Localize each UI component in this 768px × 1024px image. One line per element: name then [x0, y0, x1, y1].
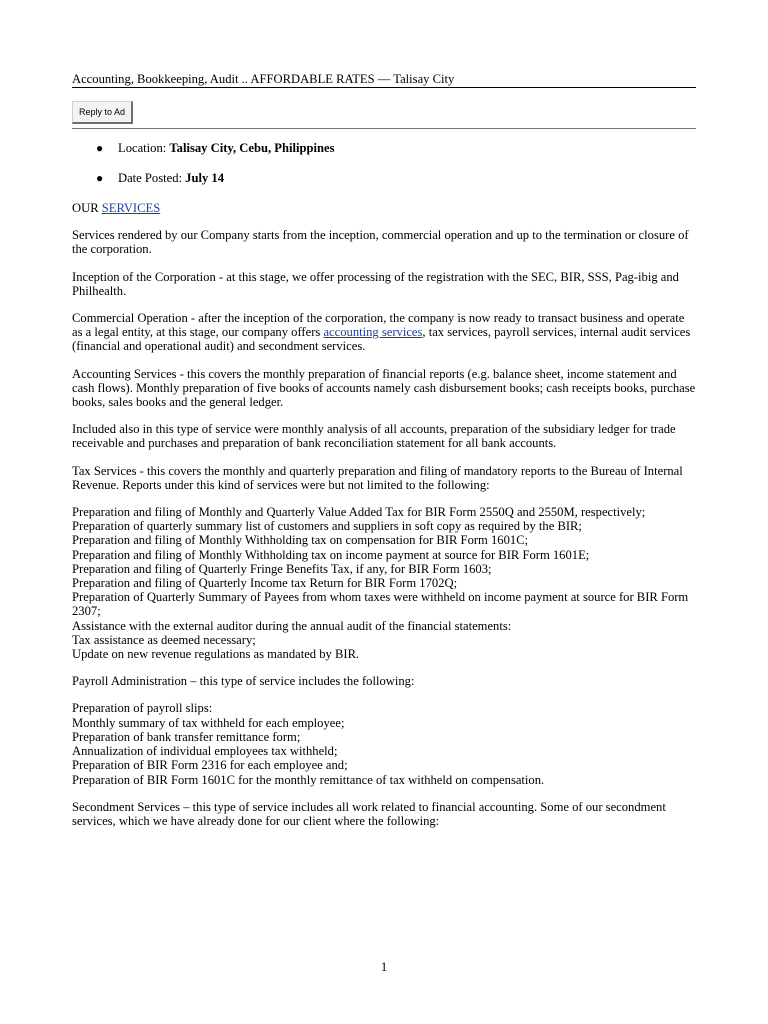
payroll-list — [72, 701, 696, 786]
services-link[interactable]: SERVICES — [101, 201, 161, 215]
accounting-services-link[interactable]: accounting services — [323, 325, 423, 340]
tax-list-item: Preparation and filing of Quarterly Income tax Return for BIR Form 1702Q; — [72, 576, 458, 591]
payroll-list-item: Preparation of BIR Form 2316 for each employee and; — [72, 758, 348, 773]
page-number: 1 — [380, 960, 388, 974]
commercial-operation-paragraph — [72, 311, 696, 354]
inception-paragraph: Inception of the Corporation - at this stage, we offer processing of the registration with the SEC, BIR, SSS, Pag-ibig and Philhealth. — [72, 269, 679, 298]
services-heading-prefix: OUR — [72, 201, 102, 215]
payroll-list-item: Monthly summary of tax withheld for each employee; — [72, 715, 345, 730]
meta-list — [72, 141, 696, 186]
bullet-icon: ● — [96, 171, 104, 185]
location-value: Talisay City, Cebu, Philippines — [169, 141, 335, 155]
tax-list-item: Preparation and filing of Quarterly Fringe Benefits Tax, if any, for BIR Form 1603; — [72, 561, 492, 576]
tax-list-item: Assistance with the external auditor during the annual audit of the financial statements: — [72, 618, 512, 633]
payroll-list-item: Annualization of individual employees tax withheld; — [72, 744, 338, 759]
date-posted-value: July 14 — [185, 171, 225, 185]
included-services-paragraph: Included also in this type of service were monthly analysis of all accounts, preparation of the subsidiary ledger for trade receivable and purchases and preparation of bank reconciliation statement for all bank accounts. — [72, 422, 676, 451]
tax-list-item: Tax assistance as deemed necessary; — [72, 632, 256, 647]
payroll-list-item: Preparation of bank transfer remittance form; — [72, 729, 301, 744]
page-title: Accounting, Bookkeeping, Audit .. AFFORDABLE RATES — Talisay City — [72, 72, 696, 88]
reply-button-wrapper — [72, 101, 696, 123]
location-item — [72, 141, 696, 156]
tax-list-item: Preparation of Quarterly Summary of Payees from whom taxes were withheld on income payment at source for BIR Form 2307; — [72, 590, 689, 619]
location-label: Location: — [118, 141, 167, 155]
payroll-list-item: Preparation of payroll slips: — [72, 701, 213, 716]
tax-list-item: Preparation and filing of Monthly Withholding tax on income payment at source for BIR Form 1601E; — [72, 547, 590, 562]
tax-services-list — [72, 505, 696, 661]
accounting-services-paragraph: Accounting Services - this covers the monthly preparation of financial reports (e.g. balance sheet, income statement and cash flows). Monthly preparation of five books of accounts namely cash disbursement books; cash receipts books, purchase books, sales books and the general ledger. — [72, 366, 696, 410]
intro-paragraph: Services rendered by our Company starts from the inception, commercial operation and up to the termination or closure of the corporation. — [72, 228, 689, 257]
tax-list-item: Update on new revenue regulations as mandated by BIR. — [72, 647, 360, 662]
secondment-services-paragraph: Secondment Services – this type of service includes all work related to financial accounting. Some of our secondment services, which we have already done for our client where the following: — [72, 799, 666, 828]
payroll-list-item: Preparation of BIR Form 1601C for the monthly remittance of tax withheld on compensation. — [72, 772, 545, 787]
date-posted-item — [72, 171, 696, 186]
tax-list-item: Preparation of quarterly summary list of customers and suppliers in soft copy as required by the BIR; — [72, 519, 582, 534]
reply-to-ad-button[interactable]: Reply to Ad — [72, 101, 133, 124]
tax-services-paragraph: Tax Services - this covers the monthly and quarterly preparation and filing of mandatory reports to the Bureau of Internal Revenue. Reports under this kind of services were but not limited to the following: — [72, 463, 683, 492]
payroll-administration-paragraph: Payroll Administration – this type of service includes the following: — [72, 674, 415, 689]
commercial-text-after: , tax services, payroll services, internal audit services (financial and operational audit) and secondment services. — [72, 325, 691, 354]
services-heading — [72, 201, 696, 215]
commercial-text-before: Commercial Operation - after the inception of the corporation, the company is now ready to transact business and operate as a legal entity, at this stage, our company offers — [72, 311, 685, 340]
tax-list-item: Preparation and filing of Monthly Withholding tax on compensation for BIR Form 1601C; — [72, 533, 529, 548]
document-page — [72, 72, 696, 828]
section-divider — [72, 128, 696, 129]
bullet-icon: ● — [96, 141, 104, 155]
date-posted-label: Date Posted: — [118, 171, 183, 185]
tax-list-item: Preparation and filing of Monthly and Quarterly Value Added Tax for BIR Form 2550Q and 2550M, respectively; — [72, 505, 646, 520]
